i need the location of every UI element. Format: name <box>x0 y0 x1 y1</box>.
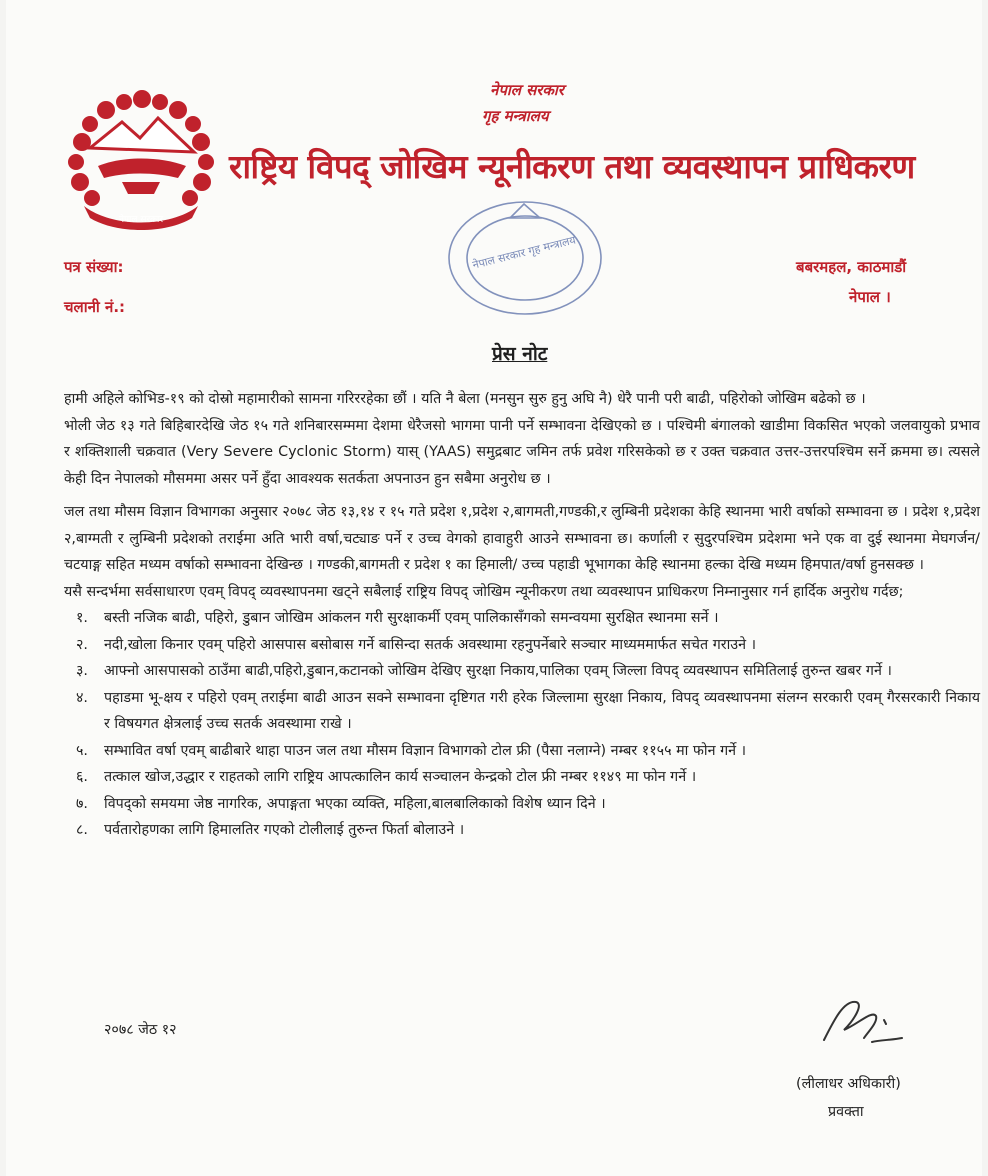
list-item-number: ३. <box>76 663 88 679</box>
list-item-text: आफ्नो आसपासको ठाउँमा बाढी,पहिरो,डुबान,कटानको जोखिम देखिए सुरक्षा निकाय,पालिका एवम् जिल्ला विपद् व्यवस्थापन समितिलाई तुरुन्त खबर गर्ने । <box>104 663 892 679</box>
list-item-number: १. <box>76 610 88 626</box>
page-title: प्रेस नोट <box>492 343 548 365</box>
list-item-number: ५. <box>76 742 88 759</box>
signer-name: (लीलाधर अधिकारी) <box>796 1076 901 1092</box>
list-item-number: ७. <box>76 795 88 812</box>
press-note-body <box>64 386 980 844</box>
nepal-emblem-icon <box>62 82 220 232</box>
list-item <box>64 685 980 738</box>
office-country: नेपाल । <box>849 288 891 306</box>
list-item-number: ८. <box>76 822 88 838</box>
paragraph: यसै सन्दर्भमा सर्वसाधारण एवम् विपद् व्यवस्थापनमा खट्ने सबैलाई राष्ट्रिय विपद् जोखिम न्यूनीकरण तथा व्यवस्थापन प्राधिकरण निम्नानुसार गर्न हार्दिक अनुरोध गर्दछ; <box>64 583 904 600</box>
press-note-page <box>6 0 982 1176</box>
list-item-number: ६. <box>76 769 88 785</box>
list-item <box>64 632 980 659</box>
official-stamp-icon <box>444 196 606 320</box>
paragraph: भोली जेठ १३ गते बिहिबारदेखि जेठ १५ गते शनिबारसम्ममा देशमा धेरैजसो भागमा पानी पर्ने सम्भावना देखिएको छ । पश्चिमी बंगालको खाडीमा विकसित भएको जलवायुको प्रभाव र शक्तिशाली चक्रवात (Very Severe Cyclonic Storm) यास् (YAAS) समुद्रबाट जमिन तर्फ प्रवेश गरिसकेको छ र उक्त चक्रवात उत्तर-उत्तरपश्चिम सर्ने क्रममा छ। त्यसले केही दिन नेपालको मौसममा असर पर्ने हुँदा आवश्यक सतर्कता अपनाउन हुन सबैमा अनुरोध छ । <box>64 417 980 487</box>
dispatch-number-label: चलानी नं.: <box>64 298 126 316</box>
paragraph: हामी अहिले कोभिड-१९ को दोस्रो महामारीको सामना गरिररहेका छौं । यति नै बेला (मनसुन सुरु हुनु अघि नै) धेरै पानी परी बाढी, पहिरोको जोखिम बढेको छ । <box>64 391 866 407</box>
list-item-text: बस्ती नजिक बाढी, पहिरो, डुबान जोखिम आंकलन गरी सुरक्षाकर्मी एवम् पालिकासँगको समन्वयमा सुरक्षित स्थानमा सर्ने । <box>104 610 719 626</box>
paragraph: जल तथा मौसम विज्ञान विभागका अनुसार २०७८ जेठ १३,१४ र १५ गते प्रदेश १,प्रदेश २,बागमती,गण्डकी,र लुम्बिनी प्रदेशका केहि स्थानमा भारी वर्षाको सम्भावना छ । प्रदेश १,प्रदेश २,बाग्मती र लुम्बिनी प्रदेशको तराईमा अति भारी वर्षा,चट्याङ पर्ने र उच्च वेगको हावाहुरी आउने सम्भावना छ। कर्णाली र सुदुरपश्चिम प्रदेशमा भने एक वा दुई स्थानमा मेघगर्जन/चटयाङ्ग सहित मध्यम वर्षाको सम्भावना देखिन्छ । गण्डकी,बागमती र प्रदेश १ का हिमाली/ उच्च पहाडी भूभागका केहि स्थानमा हल्का देखि मध्यम हिमपात/वर्षा हुनसक्छ । <box>64 504 980 573</box>
government-name: नेपाल सरकार <box>490 81 564 99</box>
list-item <box>64 738 980 765</box>
letter-number-label: पत्र संख्या: <box>64 258 124 276</box>
emblem-ribbon-text: नेपाल सरकार <box>118 215 164 225</box>
list-item <box>64 791 980 818</box>
list-item <box>64 605 980 632</box>
list-item <box>64 817 980 844</box>
office-address: बबरमहल, काठमाडौं <box>796 258 907 276</box>
authority-name: राष्ट्रिय विपद् जोखिम न्यूनीकरण तथा व्यवस्थापन प्राधिकरण <box>229 147 915 186</box>
signer-role: प्रवक्ता <box>828 1104 864 1120</box>
list-item <box>64 764 980 791</box>
ministry-name: गृह मन्त्रालय <box>482 107 549 125</box>
list-item-text: विपद्को समयमा जेष्ठ नागरिक, अपाङ्गता भएका व्यक्ति, महिला,बालबालिकाको विशेष ध्यान दिने । <box>104 795 606 812</box>
list-item-number: ४. <box>76 689 88 706</box>
list-item <box>64 658 980 685</box>
issue-date: २०७८ जेठ १२ <box>104 1022 177 1038</box>
list-item-text: पर्वतारोहणका लागि हिमालतिर गएको टोलीलाई तुरुन्त फिर्ता बोलाउने । <box>104 822 465 838</box>
list-item-text: पहाडमा भू-क्षय र पहिरो एवम् तराईमा बाढी आउन सक्ने सम्भावना दृष्टिगत गरी हरेक जिल्लामा सुरक्षा निकाय, विपद् व्यवस्थापनमा संलग्न सरकारी एवम् गैरसरकारी निकाय र विषयगत क्षेत्रलाई उच्च सतर्क अवस्थामा राखे । <box>104 689 980 732</box>
request-list <box>64 605 980 844</box>
list-item-text: तत्काल खोज,उद्धार र राहतको लागि राष्ट्रिय आपत्कालिन कार्य सञ्चालन केन्द्रको टोल फ्री नम्बर ११४९ मा फोन गर्ने । <box>104 769 697 785</box>
list-item-text: नदी,खोला किनार एवम् पहिरो आसपास बसोबास गर्ने बासिन्दा सतर्क अवस्थामा रहनुपर्नेबारे सञ्चार माध्यममार्फत सचेत गराउने । <box>104 636 757 653</box>
list-item-number: २. <box>76 636 88 653</box>
signature-icon <box>814 990 910 1052</box>
stamp-text: नेपाल सरकार गृह मन्त्रालय <box>471 233 578 272</box>
list-item-text: सम्भावित वर्षा एवम् बाढीबारे थाहा पाउन जल तथा मौसम विज्ञान विभागको टोल फ्री (पैसा नलाग्ने) नम्बर ११५५ मा फोन गर्ने । <box>104 742 747 759</box>
